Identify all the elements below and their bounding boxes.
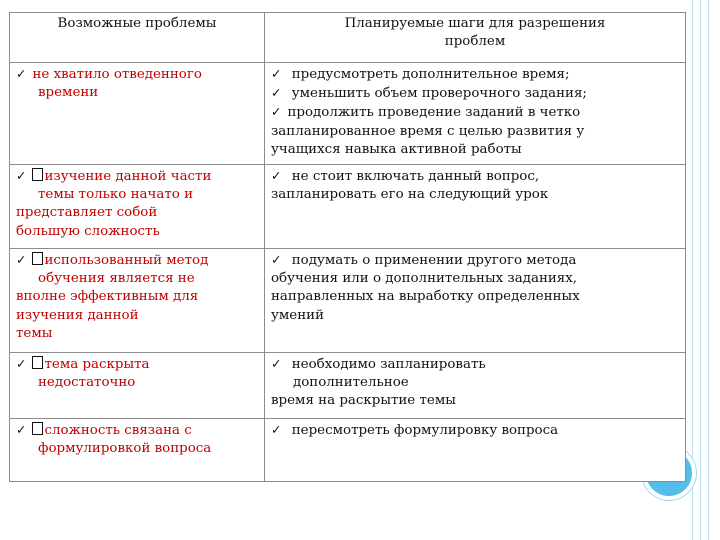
steps-cell: ✓ необходимо запланировать дополнительное время на раскрытие темы	[265, 353, 686, 419]
missing-glyph-box-icon	[32, 168, 43, 181]
problem-cell: ✓ изучение данной части темы только начато и представляет собой большую сложность	[10, 165, 265, 249]
slide-frame-line	[708, 0, 709, 540]
problem-cell: ✓ сложность связана с формулировкой вопроса	[10, 419, 265, 482]
problems-steps-table	[9, 12, 686, 482]
table-row	[10, 165, 686, 249]
slide-frame-line	[700, 0, 701, 540]
table-row	[10, 353, 686, 419]
steps-cell: ✓ пересмотреть формулировку вопроса	[265, 419, 686, 482]
missing-glyph-box-icon	[32, 252, 43, 265]
problem-cell: ✓ использованный метод обучения является не вполне эффективным для изучения данной темы	[10, 249, 265, 353]
problem-cell: ✓ тема раскрыта недостаточно	[10, 353, 265, 419]
checkmark-icon: ✓	[16, 66, 27, 81]
table-row	[10, 419, 686, 482]
checkmark-icon: ✓	[16, 252, 27, 267]
header-steps: Планируемые шаги для разрешения проблем	[265, 13, 686, 63]
checkmark-icon: ✓	[16, 168, 27, 183]
missing-glyph-box-icon	[32, 356, 43, 369]
steps-cell: ✓ не стоит включать данный вопрос, запланировать его на следующий урок	[265, 165, 686, 249]
problem-cell: ✓ не хватило отведенного времени	[10, 63, 265, 165]
checkmark-icon: ✓	[271, 422, 282, 437]
checkmark-icon: ✓	[16, 422, 27, 437]
checkmark-icon: ✓	[271, 85, 282, 101]
header-problems: Возможные проблемы	[10, 13, 265, 63]
checkmark-icon: ✓	[271, 252, 282, 267]
table-row	[10, 249, 686, 353]
checkmark-icon: ✓	[271, 168, 282, 183]
checkmark-icon: ✓	[271, 104, 282, 120]
checkmark-icon: ✓	[271, 356, 282, 371]
checkmark-icon: ✓	[271, 66, 282, 81]
steps-cell: ✓ подумать о применении другого метода обучения или о дополнительных заданиях, направленных на выработку определенных умений	[265, 249, 686, 353]
steps-cell: ✓ предусмотреть дополнительное время; ✓ уменьшить объем проверочного задания; ✓ продолжить проведение заданий в четко запланированное время с целью развития у учащихся навыка активной работы	[265, 63, 686, 165]
header-row	[10, 13, 686, 63]
table-row	[10, 63, 686, 165]
missing-glyph-box-icon	[32, 422, 43, 435]
checkmark-icon: ✓	[16, 356, 27, 371]
